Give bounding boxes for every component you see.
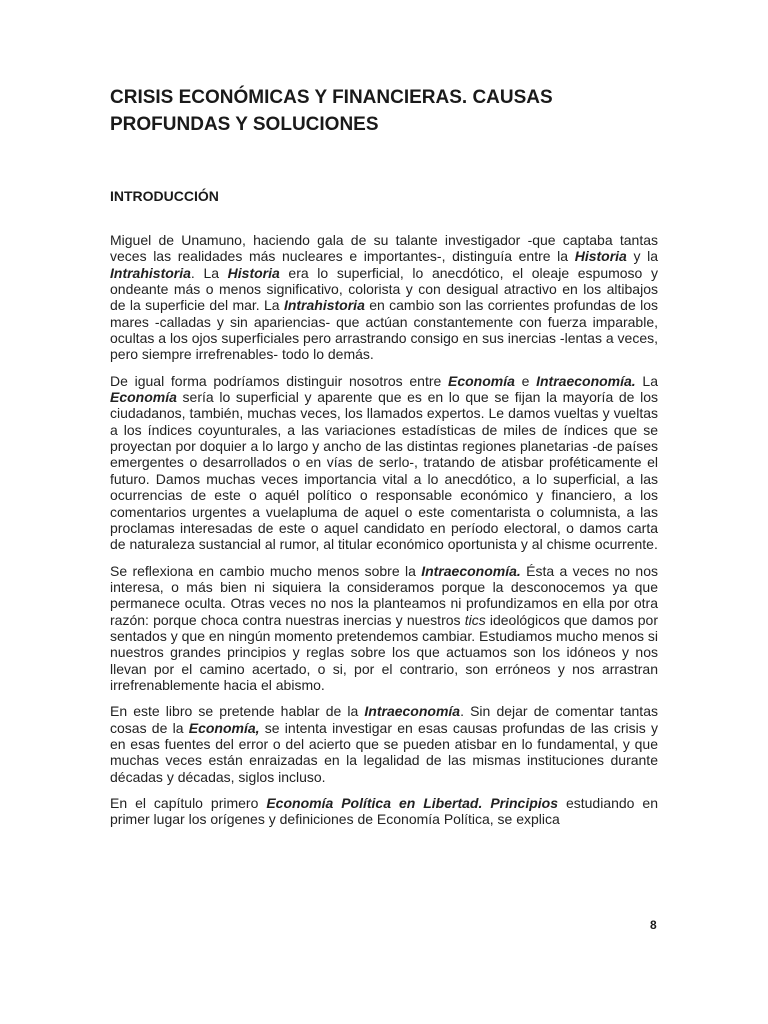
document-title: CRISIS ECONÓMICAS Y FINANCIERAS. CAUSAS PROFUNDAS Y SOLUCIONES (110, 87, 553, 135)
text-run: se intenta investigar en esas causas profundas de las crisis y en esas fuentes del error o del acierto que se pueden atisbar en lo fundamental, y que muchas veces están enraizadas en la legalidad de las mismas instituciones durante décadas y décadas, siglos incluso. (110, 719, 658, 785)
document-body (110, 232, 658, 838)
document-page (110, 84, 659, 828)
paragraph (110, 703, 658, 785)
emphasized-term: Economía (448, 372, 515, 389)
text-run: era lo superficial, lo anecdótico, el oleaje espumoso y ondeante más o menos significativo, colorista y con desigual atractivo en los altibajos de la superficie del mar. La (110, 264, 658, 314)
emphasized-term: Economía (110, 389, 177, 406)
text-run: ideológicos que damos por sentados y que en ningún momento pretendemos cambiar. Estudiamos mucho menos si nuestros grandes principios y reglas sobre los que actuamos son los idóneos y nos llevan por el camino acertado, o si, por el contrario, son erróneos y nos arrastran irrefrenablemente hacia el abismo. (110, 611, 658, 693)
text-run: La (635, 372, 658, 389)
paragraph (110, 563, 658, 694)
text-run: en cambio son las corrientes profundas de los mares -calladas y sin apariencias- que actúan constantemente con fuerza imparable, ocultas a los ojos superficiales pero arrastrando consigo en sus inercias -lentas a veces, pero siempre irrefrenables- todo lo demás. (110, 297, 658, 363)
text-run: Ésta a veces no nos interesa, o más bien ni siquiera la consideramos porque la desconocemos ya que permanece oculta. Otras veces no nos la planteamos ni profundizamos en ella por otra razón: porque choca contra nuestras inercias y nuestros (110, 562, 659, 628)
text-run: Miguel de Unamuno, haciendo gala de su talante investigador -que captaba tantas veces las realidades más nucleares e importantes-, distinguía entre la (110, 232, 658, 265)
emphasized-term: Historia (574, 248, 627, 265)
paragraph (110, 373, 658, 553)
text-run: En el capítulo primero (110, 795, 267, 811)
paragraph (110, 232, 658, 363)
emphasized-term: Intraeconomía. (421, 562, 521, 579)
emphasized-term: Intrahistoria (283, 297, 365, 314)
page-number: 8 (650, 918, 657, 932)
paragraph (110, 795, 658, 828)
emphasized-term: Intrahistoria (110, 264, 191, 281)
text-run: y la (626, 248, 658, 265)
emphasized-term: Intraeconomía (364, 703, 461, 720)
text-run: sería lo superficial y aparente que es en lo que se fijan la mayoría de los ciudadanos, también, muchas veces, los llamados expertos. Le damos vueltas y vueltas a los índices coyunturales, a las variaciones estadísticas de miles de índices que se proyectan por doquier a lo largo y ancho de las distintas regiones planetarias -de países emergentes o desarrollados o en vías de serlo-, tratando de atisbar proféticamente el futuro. Damos muchas veces importancia vital a lo anecdótico, a lo superficial, a las ocurrencias de este o aquél político o responsable económico y financiero, a los comentarios urgentes a vuelapluma de aquel o este comentarista o columnista, a las proclamas interesadas de este o aquel candidato en período electoral, o damos carta de naturaleza sustancial al rumor, al titular económico oportunista y al chisme ocurrente. (110, 389, 658, 553)
section-heading: INTRODUCCIÓN (110, 188, 219, 204)
text-run: e (514, 372, 537, 389)
text-run: . La (190, 264, 228, 281)
text-run: . Sin dejar de comentar tantas cosas de la (110, 703, 658, 736)
text-run: estudiando en primer lugar los orígenes y definiciones de Economía Política, se explica (110, 795, 658, 828)
emphasized-term: Economía Política en Libertad. Principios (266, 795, 558, 811)
text-run: Se reflexiona en cambio mucho menos sobre la (110, 562, 422, 579)
text-run: En este libro se pretende hablar de la (110, 703, 365, 720)
emphasized-term: Intraeconomía. (536, 372, 636, 389)
emphasized-term: Economía, (188, 719, 260, 736)
emphasized-term: Historia (227, 264, 280, 281)
text-run: De igual forma podríamos distinguir nosotros entre (110, 372, 448, 389)
emphasized-term: tics (464, 611, 486, 628)
